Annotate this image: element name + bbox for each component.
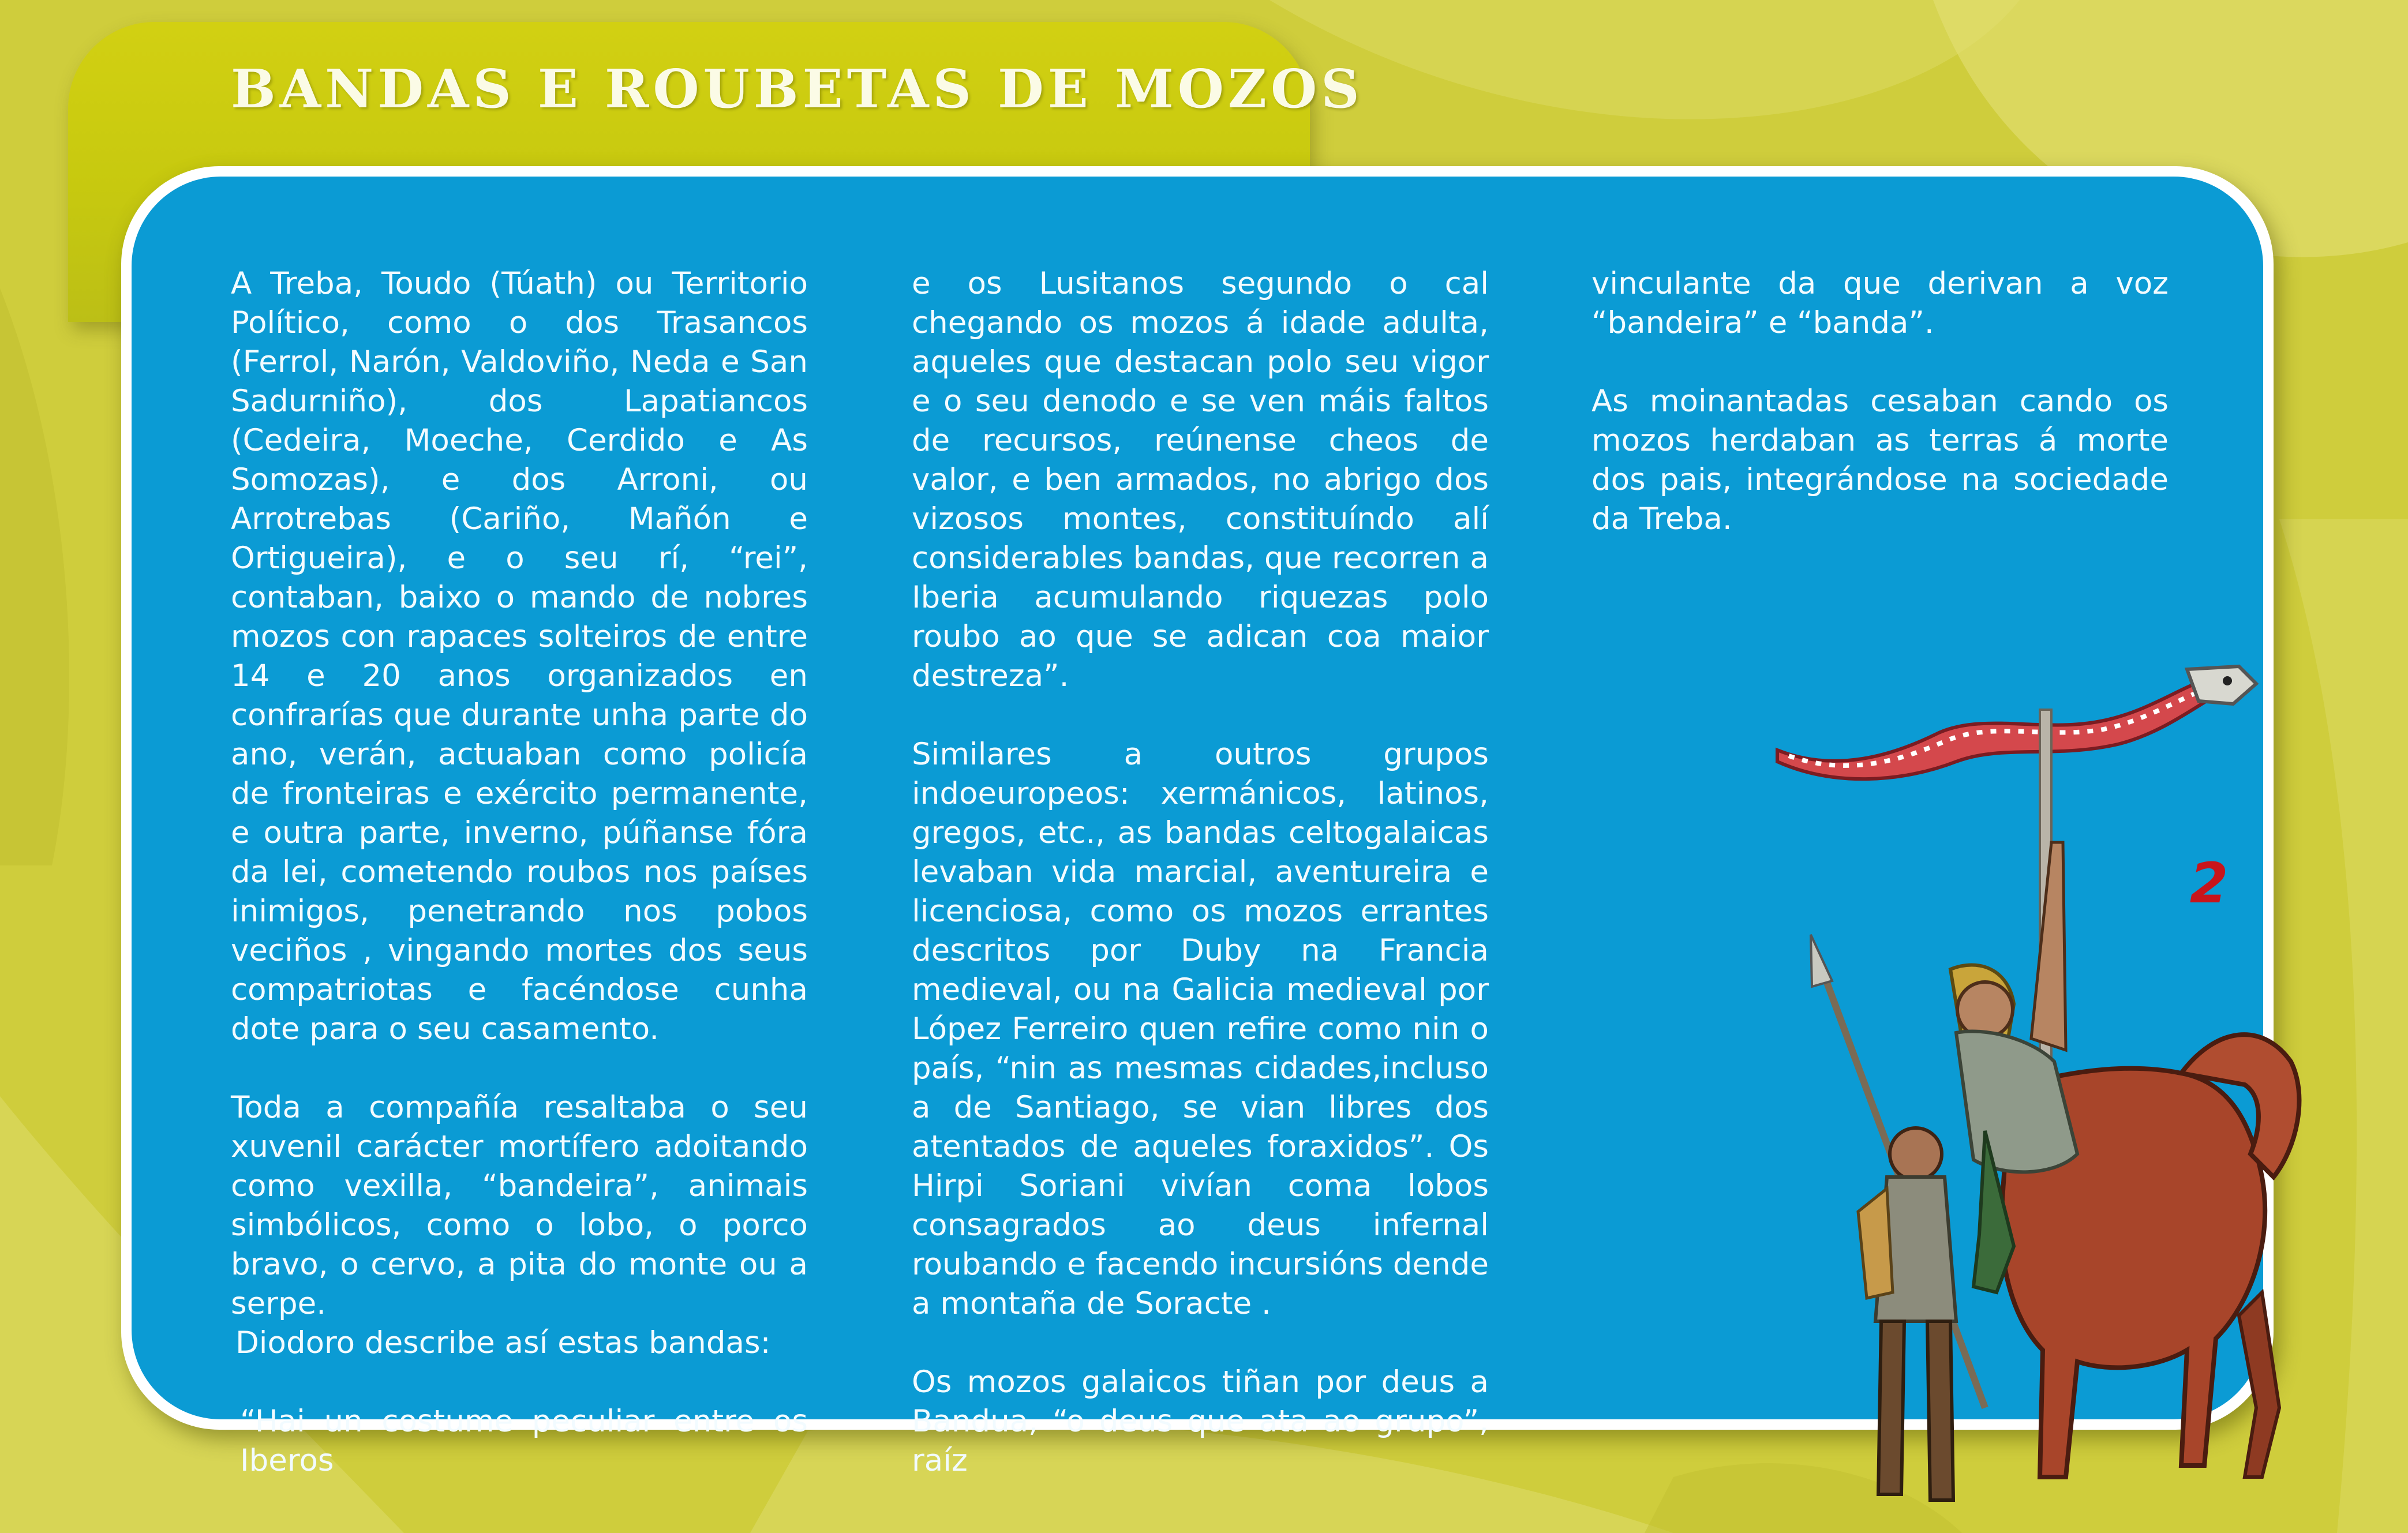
paragraph: As moinantadas cesaban cando os mozos herdaban as terras á morte dos pais, integrándose na sociedade da Treba. bbox=[1591, 384, 2169, 537]
page-title: BANDAS E ROUBETAS DE MOZOS bbox=[231, 58, 1364, 120]
serpent-banner-icon bbox=[1777, 666, 2256, 779]
text-column-2 bbox=[912, 264, 1489, 1520]
paragraph: Toda a compañía resaltaba o seu xuvenil carácter mortífero adoitando como vexilla, “bandeira”, animais simbólicos, como o lobo, o porco bravo, o cervo, a pita do monte ou a serpe. bbox=[231, 1090, 808, 1321]
paragraph: A Treba, Toudo (Túath) ou Territorio Político, como o dos Trasancos (Ferrol, Narón, Valdoviño, Neda e San Sadurniño), dos Lapatiancos (Cedeira, Moeche, Cerdido e As Somozas), e dos Arroni, ou Arrotrebas (Cariño, Mañón e Ortigueira), e o seu rí, “rei”, contaban, baixo o mando de nobres mozos con rapaces solteiros de entre 14 e 20 anos organizados en confrarías que durante unha parte do ano, verán, actuaban como policía de fronteiras e exército permanente, e outra parte, inverno, púñanse fóra da lei, cometendo roubos nos países inimigos, penetrando nos pobos veciños , vingando mortes dos seus compatriotas e facéndose cunha dote para o seu casamento. bbox=[231, 266, 808, 1047]
paragraph: “Hai un costume peculiar entre os Iberos bbox=[240, 1404, 808, 1478]
text-column-1 bbox=[231, 264, 808, 1520]
paragraph: Similares a outros grupos indoeuropeos: xermánicos, latinos, gregos, etc., as bandas celtogalaicas levaban vida marcial, aventureira e licenciosa, como os mozos errantes descritos por Duby na Francia medieval, ou na Galicia medieval por López Ferreiro quen refire como nin o país, “nin as mesmas cidades,incluso a de Santiago, se vian libres dos atentados de aqueles foraxidos”. Os Hirpi Soriani vivían coma lobos consagrados ao deus infernal roubando e facendo incursións dende a montaña de Soracte . bbox=[912, 737, 1489, 1321]
paragraph: Os mozos galaicos tiñan por deus a Bandua, “o deus que ata ao grupo”, raíz bbox=[912, 1365, 1489, 1478]
paragraph: vinculante da que derivan a voz “bandeira” e “banda”. bbox=[1591, 266, 2169, 340]
page-number: 2 bbox=[2189, 851, 2229, 916]
paragraph: e os Lusitanos segundo o cal chegando os mozos á idade adulta, aqueles que destacan polo seu vigor e o seu denodo e se ven máis faltos de recursos, reúnense cheos de valor, e ben armados, no abrigo dos vizosos montes, constituíndo alí considerables bandas, que recorren a Iberia acumulando riquezas polo roubo ao que se adican coa maior destreza”. bbox=[912, 266, 1489, 694]
warrior-illustration bbox=[1743, 658, 2408, 1533]
paragraph: Diodoro describe así estas bandas: bbox=[235, 1325, 771, 1360]
text-column-3 bbox=[1591, 264, 2169, 578]
foot-soldier-icon bbox=[1858, 1128, 1956, 1500]
